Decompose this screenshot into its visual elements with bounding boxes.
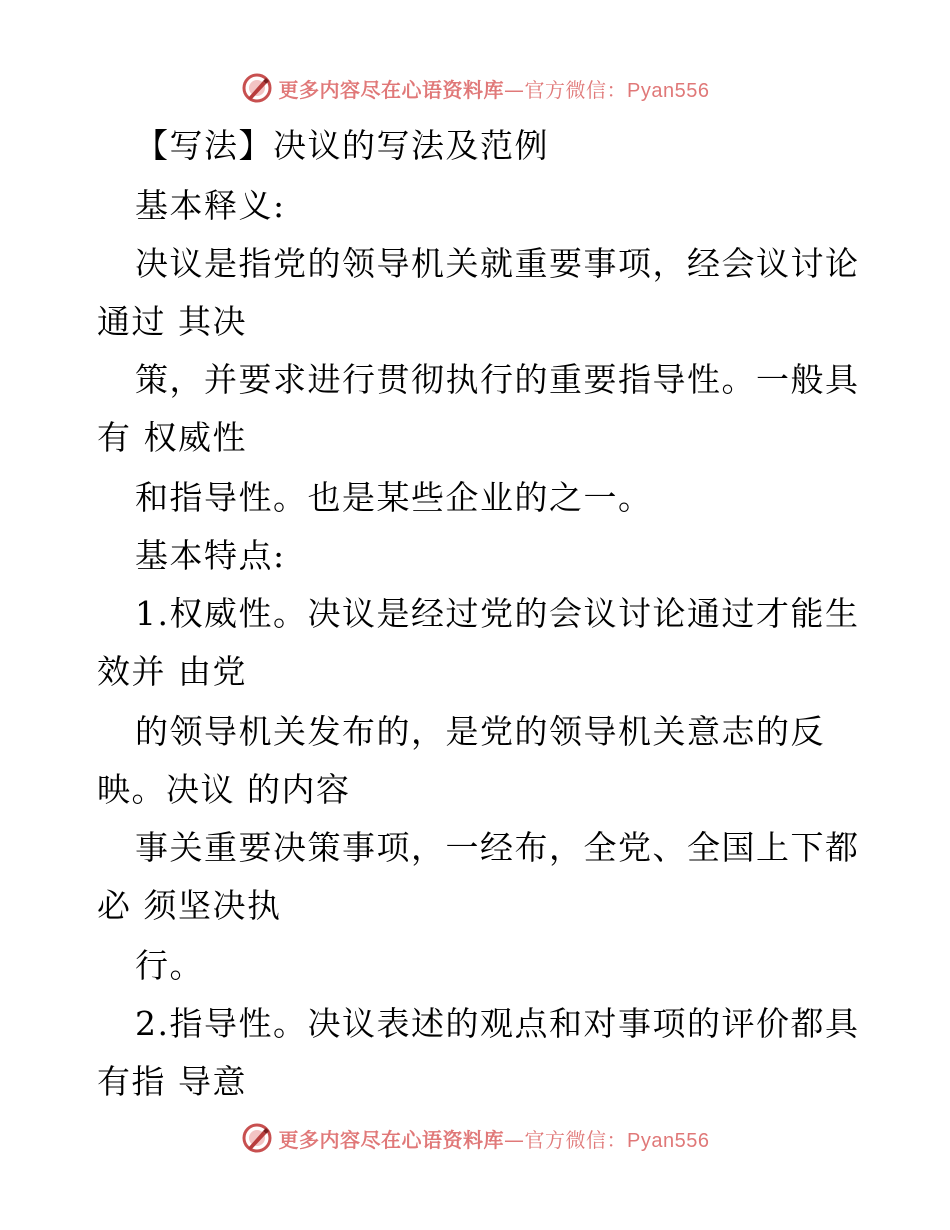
document-line: 策，并要求进行贯彻执行的重要指导性。一般具 (135, 360, 860, 399)
watermark-text (279, 1124, 710, 1153)
watermark-separator: — (504, 77, 525, 102)
document-title: 【写法】决议的写法及范例 (135, 126, 549, 165)
document-line: 基本特点: (135, 536, 286, 575)
document-line: 行。 (135, 946, 204, 985)
watermark-main-text: 更多内容尽在心语资料库 (278, 1127, 505, 1152)
document-line: 2.指导性。决议表述的观点和对事项的评价都具 (135, 1004, 860, 1043)
watermark-wechat-label: 官方微信： (524, 77, 628, 102)
document-line: 必 须坚决执 (97, 886, 282, 925)
document-line: 效并 由党 (97, 652, 247, 691)
document-line: 有 权威性 (97, 418, 247, 457)
document-line: 事关重要决策事项，一经布，全党、全国上下都 (135, 828, 860, 867)
watermark-wechat-id: Pyan556 (627, 1129, 710, 1152)
watermark-wechat-id: Pyan556 (627, 79, 710, 102)
watermark-separator: — (504, 1127, 525, 1152)
watermark-text (279, 74, 710, 103)
watermark-wechat-label: 官方微信： (524, 1127, 628, 1152)
document-line: 有指 导意 (97, 1062, 247, 1101)
document-line: 通过 其决 (97, 302, 247, 341)
document-line: 1.权威性。决议是经过党的会议讨论通过才能生 (135, 594, 860, 633)
watermark-banner-bottom (0, 1122, 950, 1154)
document-line: 映。决议 的内容 (97, 770, 351, 809)
document-line: 的领导机关发布的，是党的领导机关意志的反 (135, 712, 825, 751)
document-line: 基本释义: (135, 186, 286, 225)
watermark-banner-top (0, 72, 950, 104)
pen-logo-icon (241, 72, 273, 104)
document-line: 决议是指党的领导机关就重要事项，经会议讨论 (135, 244, 860, 283)
watermark-main-text: 更多内容尽在心语资料库 (278, 77, 505, 102)
pen-logo-icon (241, 1122, 273, 1154)
document-line: 和指导性。也是某些企业的之一。 (135, 478, 653, 517)
